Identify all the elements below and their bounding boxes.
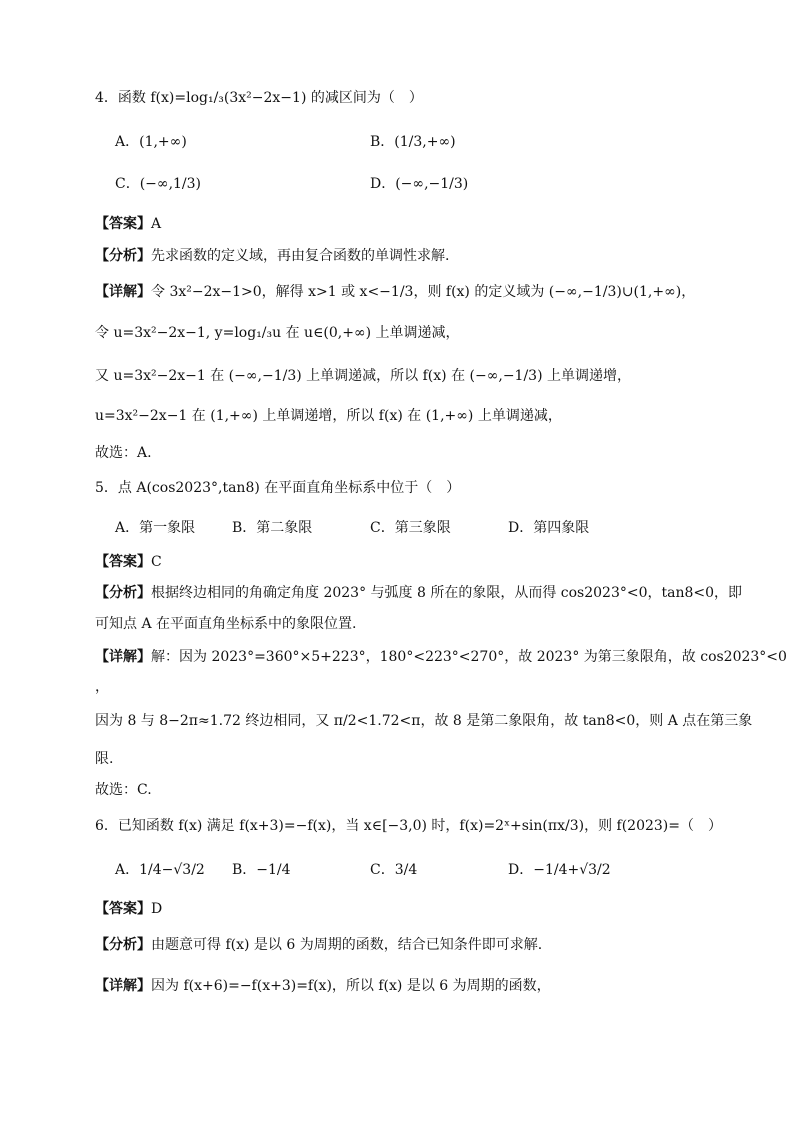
q4-detail-line: 令 u=3x²−2x−1, y=log₁/₃u 在 u∈(0,+∞) 上单调递减， [95,325,460,341]
q6-stem: 6．已知函数 f(x) 满足 f(x+3)=−f(x)，当 x∈[−3,0) 时，f(x)=2ˣ+sin(πx/3)，则 f(2023)=（ ） [95,818,722,834]
detail-tag: 【详解】 [95,284,151,300]
q6-option-a: A．1/4−√3/2 [115,862,205,878]
q5-option-a: A．第一象限 [115,520,196,536]
detail-tag: 【详解】 [95,978,151,994]
q6-option-d: D．−1/4+√3/2 [508,862,611,878]
q5-answer [95,552,162,572]
q5-detail-line: 限. [95,751,114,767]
analysis-tag: 【分析】 [95,937,151,953]
q4-detail-line: 故选：A. [95,445,152,461]
q4-detail-line [95,282,695,302]
q6-detail [95,976,551,996]
answer-tag: 【答案】 [95,216,151,232]
analysis-text: 由题意可得 f(x) 是以 6 为周期的函数，结合已知条件即可求解. [151,937,543,953]
q5-option-b: B．第二象限 [232,520,313,536]
q4-answer [95,214,161,234]
analysis-tag: 【分析】 [95,248,151,264]
q5-detail [95,647,787,667]
q6-answer [95,899,162,919]
q4-option-b: B．(1/3,+∞) [370,134,456,150]
q4-option-d: D．(−∞,−1/3) [370,176,469,192]
q4-analysis [95,246,449,266]
detail-text: 令 3x²−2x−1>0，解得 x>1 或 x<−1/3，则 f(x) 的定义域为 (−∞,−1/3)∪(1,+∞)， [151,284,696,300]
q5-detail-line: ， [95,679,109,695]
q5-stem: 5．点 A(cos2023°,tan8) 在平面直角坐标系中位于（ ） [95,480,461,496]
detail-text: 因为 f(x+6)=−f(x+3)=f(x)，所以 f(x) 是以 6 为周期的函数， [151,978,551,994]
q5-detail-line: 因为 8 与 8−2π≈1.72 终边相同，又 π/2<1.72<π，故 8 是第二象限角，故 tan8<0，则 A 点在第三象 [95,713,753,729]
q6-option-c: C．3/4 [370,862,418,878]
answer-value: A [151,216,162,232]
answer-tag: 【答案】 [95,554,151,570]
q5-analysis-line: 可知点 A 在平面直角坐标系中的象限位置. [95,616,357,632]
analysis-text: 先求函数的定义域，再由复合函数的单调性求解. [151,248,450,264]
q5-analysis [95,583,742,603]
q4-option-a: A．(1,+∞) [115,134,187,150]
q4-option-c: C．(−∞,1/3) [115,176,202,192]
q4-detail-line: u=3x²−2x−1 在 (1,+∞) 上单调递增，所以 f(x) 在 (1,+∞) 上单调递减， [95,408,562,424]
detail-tag: 【详解】 [95,649,151,665]
analysis-tag: 【分析】 [95,585,151,601]
q6-analysis [95,935,542,955]
q4-stem: 4．函数 f(x)=log₁/₃(3x²−2x−1) 的减区间为（ ） [95,90,423,106]
analysis-text: 根据终边相同的角确定角度 2023° 与弧度 8 所在的象限，从而得 cos2023°<0，tan8<0，即 [151,585,743,601]
answer-value: C [151,554,162,570]
answer-value: D [151,901,163,917]
q6-option-b: B．−1/4 [232,862,291,878]
q5-option-d: D．第四象限 [508,520,590,536]
q5-option-c: C．第三象限 [370,520,451,536]
q4-detail-line: 又 u=3x²−2x−1 在 (−∞,−1/3) 上单调递减，所以 f(x) 在 (−∞,−1/3) 上单调递增， [95,368,631,384]
answer-tag: 【答案】 [95,901,151,917]
q5-detail-line: 故选：C. [95,782,152,798]
detail-text: 解：因为 2023°=360°×5+223°，180°<223°<270°，故 2023° 为第三象限角，故 cos2023°<0 [151,649,787,665]
